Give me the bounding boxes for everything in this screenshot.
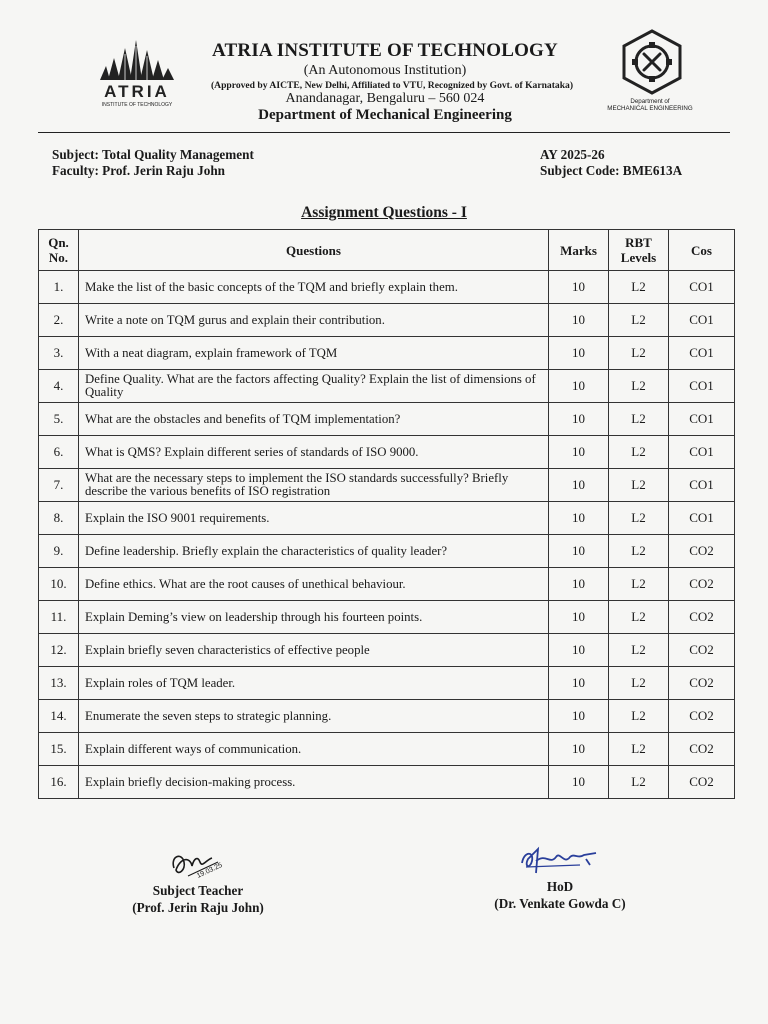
question-text: With a neat diagram, explain framework of TQM xyxy=(79,337,549,370)
table-row xyxy=(39,766,735,799)
question-course-outcome: CO1 xyxy=(669,403,735,436)
table-row xyxy=(39,337,735,370)
institute-name: ATRIA INSTITUTE OF TECHNOLOGY xyxy=(212,40,558,61)
table-row xyxy=(39,370,735,403)
question-marks: 10 xyxy=(549,271,609,304)
question-text: What are the necessary steps to implement the ISO standards successfully? Briefly describe the various benefits of ISO registration xyxy=(79,469,549,502)
question-rbt-level: L2 xyxy=(609,733,669,766)
question-marks: 10 xyxy=(549,469,609,502)
question-course-outcome: CO2 xyxy=(669,535,735,568)
question-marks: 10 xyxy=(549,766,609,799)
table-row xyxy=(39,634,735,667)
question-text: Define Quality. What are the factors affecting Quality? Explain the list of dimensions of Quality xyxy=(79,370,549,403)
question-number: 6. xyxy=(39,436,79,469)
question-number: 15. xyxy=(39,733,79,766)
question-rbt-level: L2 xyxy=(609,469,669,502)
question-rbt-level: L2 xyxy=(609,436,669,469)
question-marks: 10 xyxy=(549,502,609,535)
table-row xyxy=(39,535,735,568)
question-text: Explain roles of TQM leader. xyxy=(79,667,549,700)
question-course-outcome: CO1 xyxy=(669,436,735,469)
question-number: 14. xyxy=(39,700,79,733)
question-rbt-level: L2 xyxy=(609,601,669,634)
question-rbt-level: L2 xyxy=(609,403,669,436)
question-text: Explain Deming’s view on leadership through his fourteen points. xyxy=(79,601,549,634)
question-text: Define leadership. Briefly explain the characteristics of quality leader? xyxy=(79,535,549,568)
table-row xyxy=(39,304,735,337)
hod-signature xyxy=(516,843,602,879)
question-course-outcome: CO2 xyxy=(669,766,735,799)
institute-address: Anandanagar, Bengaluru – 560 024 xyxy=(285,91,485,106)
question-text: Explain different ways of communication. xyxy=(79,733,549,766)
question-rbt-level: L2 xyxy=(609,700,669,733)
question-course-outcome: CO2 xyxy=(669,667,735,700)
question-number: 4. xyxy=(39,370,79,403)
question-course-outcome: CO1 xyxy=(669,469,735,502)
question-marks: 10 xyxy=(549,634,609,667)
faculty-label: Faculty: Prof. Jerin Raju John xyxy=(52,163,226,178)
table-row xyxy=(39,469,735,502)
question-marks: 10 xyxy=(549,370,609,403)
header-marks: Marks xyxy=(549,230,609,271)
question-rbt-level: L2 xyxy=(609,502,669,535)
question-marks: 10 xyxy=(549,436,609,469)
atria-logo xyxy=(92,36,182,108)
question-rbt-level: L2 xyxy=(609,337,669,370)
teacher-signature-date: 19.03.25 xyxy=(195,861,224,880)
question-text: What are the obstacles and benefits of TQM implementation? xyxy=(79,403,549,436)
question-course-outcome: CO2 xyxy=(669,601,735,634)
question-rbt-level: L2 xyxy=(609,535,669,568)
question-number: 1. xyxy=(39,271,79,304)
header-divider xyxy=(38,132,730,133)
question-text: Explain briefly seven characteristics of effective people xyxy=(79,634,549,667)
assignment-title: Assignment Questions - I xyxy=(301,204,467,221)
subject-code: Subject Code: BME613A xyxy=(540,163,683,178)
question-number: 16. xyxy=(39,766,79,799)
question-course-outcome: CO2 xyxy=(669,700,735,733)
question-rbt-level: L2 xyxy=(609,766,669,799)
question-course-outcome: CO1 xyxy=(669,304,735,337)
question-rbt-level: L2 xyxy=(609,370,669,403)
institute-subtitle: (An Autonomous Institution) xyxy=(303,63,467,78)
question-number: 5. xyxy=(39,403,79,436)
questions-table xyxy=(38,229,735,799)
table-row xyxy=(39,700,735,733)
question-text: What is QMS? Explain different series of standards of ISO 9000. xyxy=(79,436,549,469)
question-number: 12. xyxy=(39,634,79,667)
question-marks: 10 xyxy=(549,403,609,436)
table-row xyxy=(39,568,735,601)
question-course-outcome: CO1 xyxy=(669,370,735,403)
question-text: Enumerate the seven steps to strategic planning. xyxy=(79,700,549,733)
table-header-row xyxy=(39,230,735,271)
question-rbt-level: L2 xyxy=(609,568,669,601)
header-rbt-levels: RBT Levels xyxy=(609,230,669,271)
question-course-outcome: CO1 xyxy=(669,502,735,535)
question-marks: 10 xyxy=(549,601,609,634)
question-text: Make the list of the basic concepts of the TQM and briefly explain them. xyxy=(79,271,549,304)
question-number: 3. xyxy=(39,337,79,370)
question-course-outcome: CO2 xyxy=(669,634,735,667)
subject-teacher-name: (Prof. Jerin Raju John) xyxy=(132,900,264,915)
hod-title: HoD xyxy=(546,879,574,894)
question-course-outcome: CO2 xyxy=(669,568,735,601)
header-cos: Cos xyxy=(669,230,735,271)
question-marks: 10 xyxy=(549,667,609,700)
question-text: Explain the ISO 9001 requirements. xyxy=(79,502,549,535)
question-course-outcome: CO1 xyxy=(669,271,735,304)
question-marks: 10 xyxy=(549,700,609,733)
question-course-outcome: CO1 xyxy=(669,337,735,370)
question-rbt-level: L2 xyxy=(609,667,669,700)
logo-wordmark: ATRIA xyxy=(104,82,170,101)
table-row xyxy=(39,733,735,766)
logo-subtext: INSTITUTE OF TECHNOLOGY xyxy=(101,102,173,108)
question-text: Define ethics. What are the root causes of unethical behaviour. xyxy=(79,568,549,601)
department-name: Department of Mechanical Engineering xyxy=(258,107,512,123)
question-text: Write a note on TQM gurus and explain their contribution. xyxy=(79,304,549,337)
question-marks: 10 xyxy=(549,568,609,601)
question-number: 7. xyxy=(39,469,79,502)
question-course-outcome: CO2 xyxy=(669,733,735,766)
question-number: 2. xyxy=(39,304,79,337)
table-row xyxy=(39,667,735,700)
table-row xyxy=(39,436,735,469)
academic-year: AY 2025-26 xyxy=(540,147,605,162)
question-rbt-level: L2 xyxy=(609,634,669,667)
table-row xyxy=(39,403,735,436)
institute-approval: (Approved by AICTE, New Delhi, Affiliated to VTU, Recognized by Govt. of Karnataka) xyxy=(210,80,574,91)
subject-teacher-signature xyxy=(168,848,224,884)
question-marks: 10 xyxy=(549,535,609,568)
department-logo-label: Department of MECHANICAL ENGINEERING xyxy=(607,98,693,112)
header-qn-no: Qn. No. xyxy=(39,230,79,271)
subject-teacher-title: Subject Teacher xyxy=(152,883,244,898)
question-rbt-level: L2 xyxy=(609,304,669,337)
question-number: 9. xyxy=(39,535,79,568)
question-number: 8. xyxy=(39,502,79,535)
question-number: 13. xyxy=(39,667,79,700)
question-marks: 10 xyxy=(549,337,609,370)
question-number: 10. xyxy=(39,568,79,601)
table-row xyxy=(39,601,735,634)
question-text: Explain briefly decision-making process. xyxy=(79,766,549,799)
header-questions: Questions xyxy=(79,230,549,271)
question-marks: 10 xyxy=(549,304,609,337)
question-number: 11. xyxy=(39,601,79,634)
hod-name: (Dr. Venkate Gowda C) xyxy=(494,896,626,911)
subject-label: Subject: Total Quality Management xyxy=(52,147,254,162)
question-rbt-level: L2 xyxy=(609,271,669,304)
table-row xyxy=(39,271,735,304)
question-marks: 10 xyxy=(549,733,609,766)
table-row xyxy=(39,502,735,535)
